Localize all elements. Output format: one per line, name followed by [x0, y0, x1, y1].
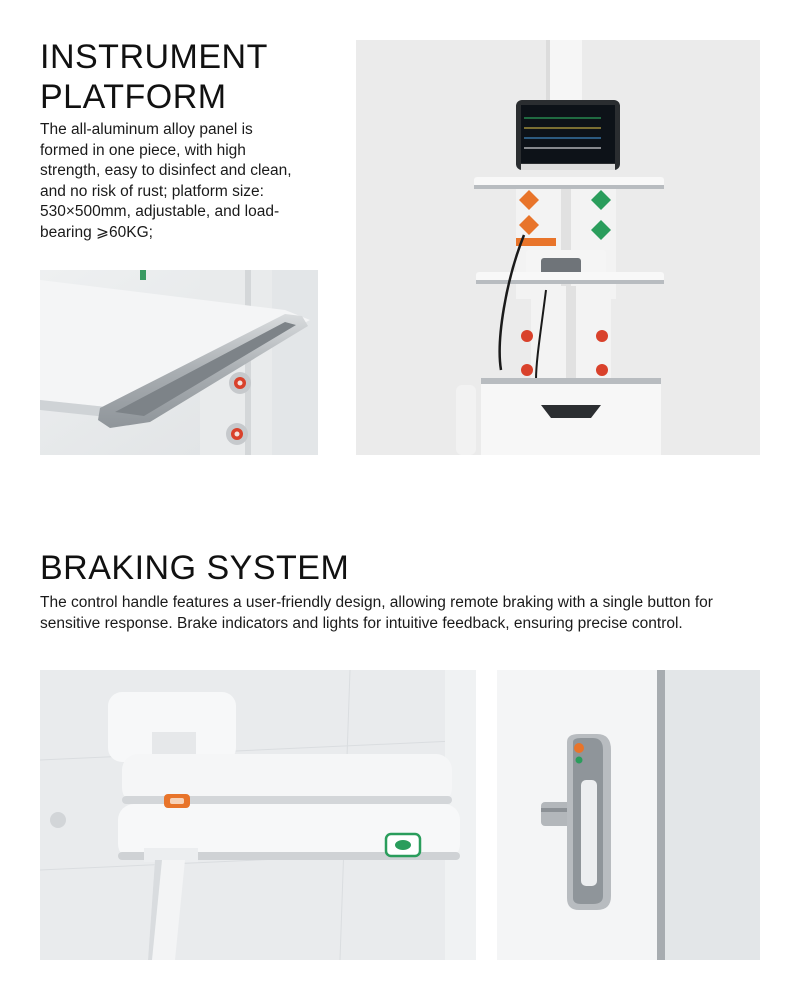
description-line: 530×500mm, adjustable, and load- [40, 203, 280, 220]
description-line: strength, easy to disinfect and clean, [40, 162, 292, 179]
braking-system-description [40, 593, 760, 634]
description-line: and no risk of rust; platform size: [40, 182, 264, 200]
title-line: INSTRUMENT [40, 38, 268, 76]
instrument-tower-photo [356, 40, 760, 455]
description-line: The all-aluminum alloy panel is [40, 121, 253, 138]
title-line: BRAKING SYSTEM [40, 549, 350, 587]
platform-detail-photo [40, 270, 318, 455]
description-line: sensitive response. Brake indicators and lights for intuitive feedback, ensuring precise control. [40, 614, 683, 632]
description-line: The control handle features a user-friendly design, allowing remote braking with a single button for [40, 594, 713, 611]
pendant-tower-with-monitor-icon [356, 40, 760, 455]
control-handle-icon [497, 670, 760, 960]
description-line: formed in one piece, with high [40, 141, 246, 159]
braking-system-title [40, 548, 349, 588]
ceiling-pendant-arm-icon [40, 670, 476, 960]
instrument-platform-description [40, 120, 340, 243]
instrument-platform-title [40, 37, 268, 117]
pendant-arm-photo [40, 670, 476, 960]
description-line: bearing ⩾60KG; [40, 223, 153, 241]
brake-handle-photo [497, 670, 760, 960]
title-line: PLATFORM [40, 78, 227, 116]
aluminum-platform-closeup-icon [40, 270, 318, 455]
